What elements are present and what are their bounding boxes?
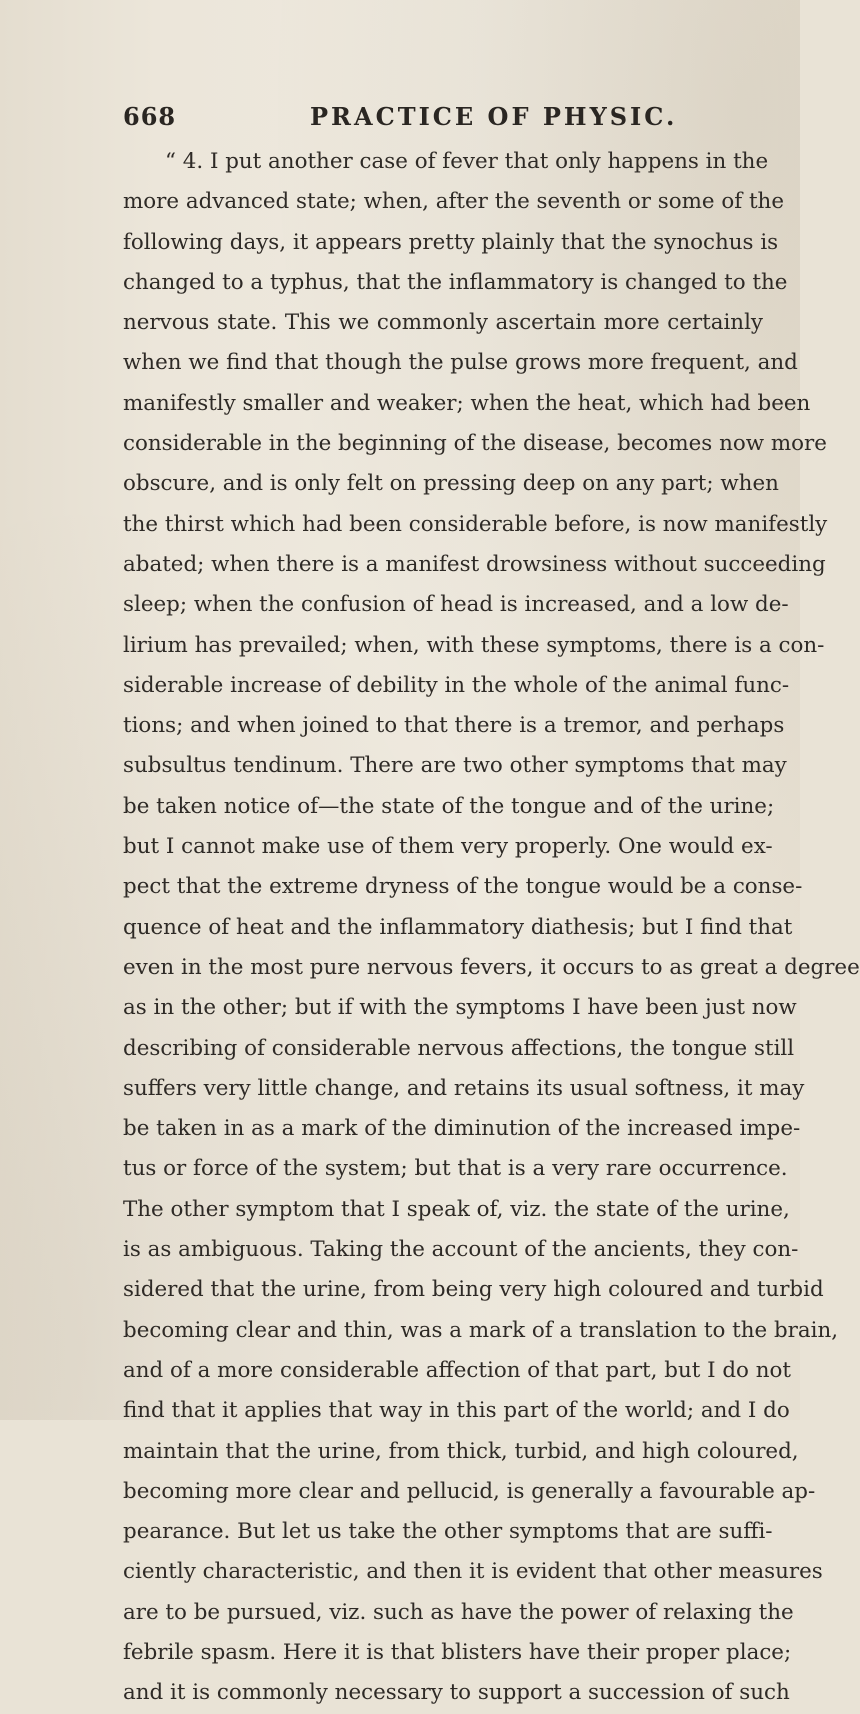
text-line: be taken notice of—the state of the tongue and of the urine; (123, 793, 775, 819)
text-line: subsultus tendinum. There are two other symptoms that may (123, 753, 787, 779)
body-text (123, 142, 860, 1714)
text-line: when we find that though the pulse grows more frequent, and (123, 350, 798, 376)
text-line: sidered that the urine, from being very high coloured and turbid (123, 1277, 824, 1303)
text-line: suffers very little change, and retains its usual softness, it may (123, 1075, 805, 1101)
text-line: as in the other; but if with the symptoms I have been just now (123, 995, 797, 1021)
text-line: the thirst which had been considerable before, is now manifestly (123, 511, 828, 537)
text-line: quence of heat and the inflammatory diathesis; but I find that (123, 914, 793, 940)
page-number: 668 (123, 102, 177, 131)
running-title: PRACTICE OF PHYSIC. (310, 102, 678, 131)
text-line: The other symptom that I speak of, viz. the state of the urine, (123, 1196, 790, 1222)
text-line: obscure, and is only felt on pressing deep on any part; when (123, 471, 779, 497)
text-line: and of a more considerable affection of that part, but I do not (123, 1357, 791, 1383)
text-line: find that it applies that way in this part of the world; and I do (123, 1398, 790, 1424)
text-line: abated; when there is a manifest drowsiness without succeeding (123, 551, 826, 577)
text-line: becoming more clear and pellucid, is generally a favourable ap- (123, 1478, 816, 1504)
text-line: changed to a typhus, that the inflammatory is changed to the (123, 269, 788, 295)
text-line: is as ambiguous. Taking the account of the ancients, they con- (123, 1237, 799, 1263)
text-line: tus or force of the system; but that is a very rare occurrence. (123, 1156, 788, 1182)
text-line: pect that the extreme dryness of the tongue would be a conse- (123, 874, 803, 900)
page-header (123, 102, 763, 134)
text-line: maintain that the urine, from thick, turbid, and high coloured, (123, 1438, 799, 1464)
text-line: describing of considerable nervous affections, the tongue still (123, 1035, 795, 1061)
text-line: ciently characteristic, and then it is evident that other measures (123, 1559, 823, 1585)
text-line: febrile spasm. Here it is that blisters have their proper place; (123, 1639, 792, 1665)
text-line: even in the most pure nervous fevers, it occurs to as great a degree (123, 954, 860, 980)
text-line: sleep; when the confusion of head is increased, and a low de- (123, 592, 789, 618)
text-line: becoming clear and thin, was a mark of a translation to the brain, (123, 1317, 839, 1343)
text-line: following days, it appears pretty plainly that the synochus is (123, 229, 779, 255)
text-line: are to be pursued, viz. such as have the power of relaxing the (123, 1599, 794, 1625)
text-line: but I cannot make use of them very properly. One would ex- (123, 834, 773, 860)
text-line: more advanced state; when, after the seventh or some of the (123, 189, 784, 215)
text-line: considerable in the beginning of the disease, becomes now more (123, 431, 827, 457)
text-line: be taken in as a mark of the diminution of the increased impe- (123, 1116, 801, 1142)
text-line: lirium has prevailed; when, with these symptoms, there is a con- (123, 632, 825, 658)
text-line: and it is commonly necessary to support a succession of such (123, 1680, 790, 1706)
text-line: “ 4. I put another case of fever that only happens in the (165, 149, 769, 174)
text-line: siderable increase of debility in the whole of the animal func- (123, 672, 790, 698)
text-line: pearance. But let us take the other symptoms that are suffi- (123, 1519, 773, 1545)
text-line: tions; and when joined to that there is a tremor, and perhaps (123, 713, 785, 739)
text-line: nervous state. This we commonly ascertain more certainly (123, 310, 763, 336)
text-line: manifestly smaller and weaker; when the heat, which had been (123, 390, 811, 416)
